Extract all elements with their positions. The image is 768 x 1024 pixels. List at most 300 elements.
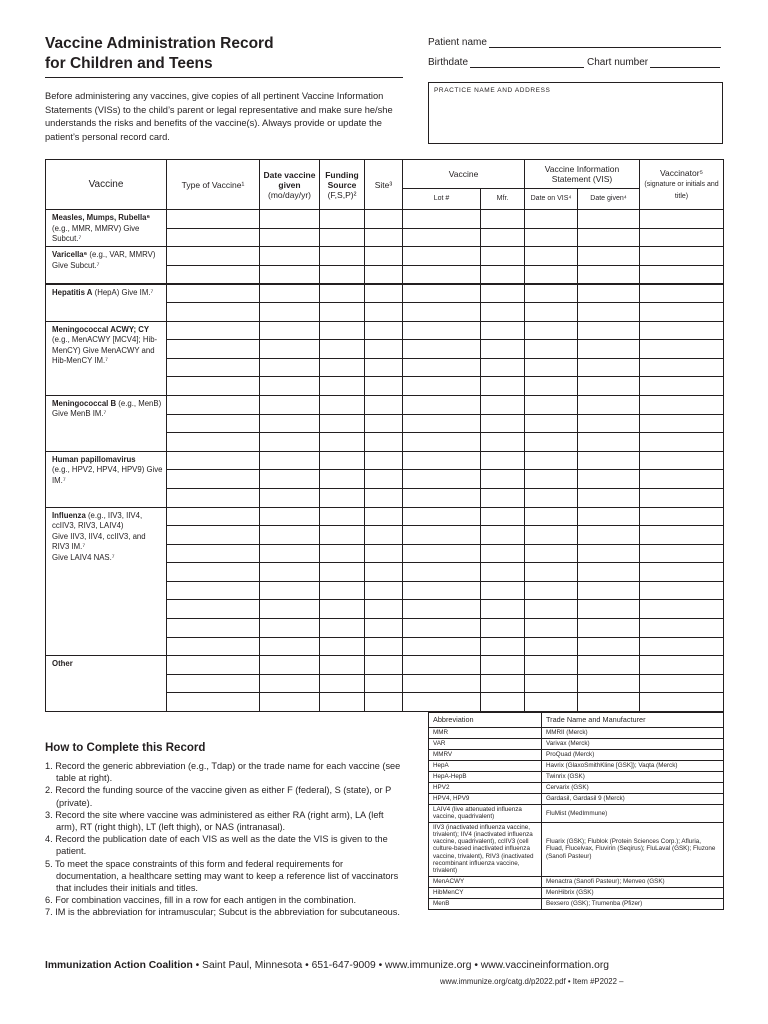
title-line-1: Vaccine Administration Record [45,35,274,52]
cell[interactable] [578,451,640,470]
table-row [429,898,724,909]
header-type: Type of Vaccine¹ [167,160,260,210]
cell[interactable] [640,395,724,414]
cell[interactable] [260,563,320,582]
cell[interactable] [365,321,403,340]
cell[interactable] [167,581,260,600]
cell[interactable] [260,265,320,284]
cell[interactable] [365,619,403,638]
cell[interactable] [320,470,365,489]
cell[interactable] [481,488,525,507]
cell[interactable] [578,302,640,321]
cell[interactable] [260,228,320,247]
cell[interactable] [640,656,724,675]
abbr-cell: HepA [429,761,542,772]
cell[interactable] [403,228,481,247]
cell[interactable] [481,600,525,619]
cell[interactable] [640,544,724,563]
vaccine-detail: (e.g., MenACWY [MCV4]; Hib-MenCY) Give MenACWY and Hib-MenCY IM.⁷ [52,335,158,366]
table-row [429,728,724,739]
cell[interactable] [167,321,260,340]
cell[interactable] [578,526,640,545]
cell[interactable] [525,470,578,489]
cell[interactable] [640,581,724,600]
cell[interactable] [403,414,481,433]
practice-address-box[interactable] [428,82,723,144]
cell[interactable] [403,637,481,656]
cell[interactable] [525,414,578,433]
cell[interactable] [578,210,640,229]
cell[interactable] [578,693,640,712]
cell[interactable] [167,674,260,693]
cell[interactable] [525,210,578,229]
birthdate-line[interactable] [470,57,584,68]
cell[interactable] [525,619,578,638]
cell[interactable] [260,526,320,545]
cell[interactable] [403,284,481,303]
trade-cell: Varivax (Merck) [542,739,724,750]
cell[interactable] [640,526,724,545]
cell[interactable] [640,228,724,247]
cell[interactable] [525,247,578,266]
cell[interactable] [167,637,260,656]
abbr-cell: LAIV4 (live attenuated influenza vaccine, quadrivalent) [429,805,542,823]
cell[interactable] [578,488,640,507]
cell[interactable] [640,284,724,303]
cell[interactable] [578,470,640,489]
header-vis-date: Date on VIS⁴ [525,189,578,210]
cell[interactable] [320,210,365,229]
intro-text: Before administering any vaccines, give copies of all pertinent Vaccine Information Statements (VISs) to the child’s parent or legal representative and make sure he/she understands the risks and benefits of the vaccine(s). Always provide or update the patient’s personal record card. [45,91,393,143]
cell[interactable] [525,377,578,396]
cell[interactable] [640,674,724,693]
cell[interactable] [403,619,481,638]
cell[interactable] [320,228,365,247]
cell[interactable] [320,581,365,600]
cell[interactable] [640,507,724,526]
cell[interactable] [260,488,320,507]
cell[interactable] [481,302,525,321]
table-row [429,887,724,898]
cell[interactable] [167,488,260,507]
table-row [429,772,724,783]
cell[interactable] [365,302,403,321]
cell[interactable] [640,302,724,321]
cell[interactable] [481,693,525,712]
cell[interactable] [365,470,403,489]
cell[interactable] [578,563,640,582]
cell[interactable] [320,619,365,638]
cell[interactable] [640,265,724,284]
cell[interactable] [365,247,403,266]
cell[interactable] [365,358,403,377]
cell[interactable] [578,228,640,247]
cell[interactable] [320,302,365,321]
cell[interactable] [320,674,365,693]
chart-number-label: Chart number [587,57,649,68]
cell[interactable] [578,674,640,693]
cell[interactable] [578,358,640,377]
cell[interactable] [481,377,525,396]
cell[interactable] [578,395,640,414]
cell[interactable] [525,526,578,545]
abbr-cell: HepA-HepB [429,772,542,783]
cell[interactable] [525,507,578,526]
cell[interactable] [320,656,365,675]
cell[interactable] [403,693,481,712]
cell[interactable] [525,302,578,321]
cell[interactable] [481,358,525,377]
cell[interactable] [640,358,724,377]
cell[interactable] [481,544,525,563]
cell[interactable] [260,414,320,433]
cell[interactable] [481,340,525,359]
table-row [429,750,724,761]
header-lot: Lot # [403,189,481,210]
cell[interactable] [365,544,403,563]
cell[interactable] [365,284,403,303]
cell[interactable] [525,488,578,507]
cell[interactable] [481,395,525,414]
cell[interactable] [481,581,525,600]
cell[interactable] [403,265,481,284]
cell[interactable] [403,600,481,619]
abbr-cell: VAR [429,739,542,750]
cell[interactable] [640,693,724,712]
header-funding-label: Funding Source [325,169,359,190]
cell[interactable] [403,377,481,396]
cell[interactable] [260,321,320,340]
cell[interactable] [260,470,320,489]
cell[interactable] [167,451,260,470]
cell[interactable] [525,600,578,619]
cell[interactable] [167,284,260,303]
cell[interactable] [525,544,578,563]
cell[interactable] [640,619,724,638]
cell[interactable] [167,619,260,638]
cell[interactable] [481,210,525,229]
cell[interactable] [481,284,525,303]
vaccine-detail-im: Give IIV3, IIV4, ccIIV3, and RIV3 IM.⁷ [52,531,146,551]
cell[interactable] [365,507,403,526]
cell[interactable] [365,210,403,229]
cell[interactable] [525,228,578,247]
cell[interactable] [403,563,481,582]
cell[interactable] [525,433,578,452]
abbr-cell: HPV2 [429,783,542,794]
cell[interactable] [167,600,260,619]
vaccine-title: Other [52,659,73,669]
cell[interactable] [365,656,403,675]
cell[interactable] [525,451,578,470]
cell[interactable] [365,637,403,656]
vaccine-title: Human papillomavirus [52,454,136,464]
cell[interactable] [481,563,525,582]
cell[interactable] [365,265,403,284]
cell[interactable] [320,247,365,266]
cell[interactable] [578,321,640,340]
cell[interactable] [403,210,481,229]
cell[interactable] [403,321,481,340]
cell[interactable] [260,340,320,359]
cell[interactable] [260,581,320,600]
vaccine-name-other [46,656,167,712]
cell[interactable] [640,451,724,470]
footer-item: www.immunize.org/catg.d/p2022.pdf • Item #P2022 – [440,977,624,986]
cell[interactable] [167,395,260,414]
cell[interactable] [320,321,365,340]
cell[interactable] [403,340,481,359]
cell[interactable] [320,340,365,359]
cell[interactable] [578,247,640,266]
cell[interactable] [481,526,525,545]
cell[interactable] [578,265,640,284]
footer-contact-details: • Saint Paul, Minnesota • 651-647-9009 • www.immunize.org • www.vaccineinformation.org [192,960,609,971]
cell[interactable] [167,358,260,377]
trade-cell: Havrix (GlaxoSmithKline [GSK]); Vaqta (Merck) [542,761,724,772]
cell[interactable] [578,544,640,563]
cell[interactable] [578,433,640,452]
vaccine-name-varicella [46,247,167,284]
vaccine-title: Varicella⁶ [52,250,88,260]
cell[interactable] [320,526,365,545]
cell[interactable] [260,284,320,303]
cell[interactable] [365,563,403,582]
cell[interactable] [640,377,724,396]
cell[interactable] [167,302,260,321]
cell[interactable] [578,600,640,619]
trade-cell: Gardasil, Gardasil 9 (Merck) [542,794,724,805]
cell[interactable] [403,544,481,563]
cell[interactable] [320,507,365,526]
cell[interactable] [578,507,640,526]
cell[interactable] [578,340,640,359]
cell[interactable] [403,358,481,377]
cell[interactable] [365,693,403,712]
cell[interactable] [167,526,260,545]
cell[interactable] [167,377,260,396]
cell[interactable] [365,377,403,396]
cell[interactable] [365,395,403,414]
cell[interactable] [260,451,320,470]
cell[interactable] [640,433,724,452]
cell[interactable] [403,451,481,470]
cell[interactable] [481,451,525,470]
patient-name-line[interactable] [489,37,721,48]
cell[interactable] [525,674,578,693]
cell[interactable] [320,451,365,470]
vaccine-name-menacwy [46,321,167,395]
cell[interactable] [403,526,481,545]
cell[interactable] [167,656,260,675]
cell[interactable] [525,284,578,303]
cell[interactable] [640,247,724,266]
cell[interactable] [481,247,525,266]
cell[interactable] [578,656,640,675]
cell[interactable] [481,470,525,489]
cell[interactable] [525,693,578,712]
cell[interactable] [525,395,578,414]
cell[interactable] [167,507,260,526]
howto-title: How to Complete this Record [45,742,206,754]
trade-cell: FluMist (MedImmune) [542,805,724,823]
cell[interactable] [640,563,724,582]
cell[interactable] [320,637,365,656]
cell[interactable] [403,674,481,693]
cell[interactable] [365,600,403,619]
cell[interactable] [167,265,260,284]
cell[interactable] [167,228,260,247]
table-row [46,507,724,526]
cell[interactable] [260,693,320,712]
cell[interactable] [320,284,365,303]
cell[interactable] [403,302,481,321]
cell[interactable] [403,433,481,452]
cell[interactable] [320,544,365,563]
cell[interactable] [365,526,403,545]
cell[interactable] [525,340,578,359]
cell[interactable] [481,619,525,638]
cell[interactable] [320,414,365,433]
trade-cell: MMRII (Merck) [542,728,724,739]
vaccine-detail: (HepA) Give IM.⁷ [92,287,154,297]
cell[interactable] [481,228,525,247]
cell[interactable] [640,340,724,359]
table-row [46,247,724,266]
cell[interactable] [640,321,724,340]
cell[interactable] [320,377,365,396]
header-vaccinator [640,160,724,210]
cell[interactable] [320,395,365,414]
cell[interactable] [260,544,320,563]
header-vaccinator-note: (signature or initials and title) [644,180,719,200]
cell[interactable] [481,507,525,526]
cell[interactable] [365,488,403,507]
cell[interactable] [260,656,320,675]
cell[interactable] [167,414,260,433]
cell[interactable] [525,637,578,656]
table-row [429,739,724,750]
cell[interactable] [640,414,724,433]
vaccine-name-menb [46,395,167,451]
cell[interactable] [481,321,525,340]
cell[interactable] [525,581,578,600]
cell[interactable] [640,600,724,619]
cell[interactable] [167,693,260,712]
cell[interactable] [260,674,320,693]
cell[interactable] [260,358,320,377]
cell[interactable] [525,563,578,582]
cell[interactable] [320,265,365,284]
cell[interactable] [320,600,365,619]
header-site: Site³ [365,160,403,210]
cell[interactable] [365,340,403,359]
howto-list [45,760,405,919]
cell[interactable] [260,637,320,656]
cell[interactable] [578,414,640,433]
cell[interactable] [167,340,260,359]
cell[interactable] [578,284,640,303]
cell[interactable] [260,247,320,266]
cell[interactable] [167,563,260,582]
chart-number-line[interactable] [650,57,720,68]
cell[interactable] [481,414,525,433]
cell[interactable] [640,488,724,507]
form-title [45,34,385,74]
cell[interactable] [320,693,365,712]
cell[interactable] [525,656,578,675]
cell[interactable] [640,210,724,229]
cell[interactable] [640,637,724,656]
cell[interactable] [481,265,525,284]
cell[interactable] [167,470,260,489]
cell[interactable] [403,656,481,675]
cell[interactable] [365,581,403,600]
vaccine-record-table [45,159,724,712]
cell[interactable] [167,433,260,452]
vaccine-name-influenza [46,507,167,656]
header-vis-group: Vaccine Information Statement (VIS) [525,160,640,189]
cell[interactable] [365,674,403,693]
cell[interactable] [365,451,403,470]
cell[interactable] [481,637,525,656]
cell[interactable] [260,433,320,452]
cell[interactable] [525,358,578,377]
cell[interactable] [578,637,640,656]
cell[interactable] [525,321,578,340]
cell[interactable] [167,210,260,229]
birthdate-field[interactable] [428,57,584,68]
cell[interactable] [578,581,640,600]
cell[interactable] [260,600,320,619]
cell[interactable] [481,674,525,693]
cell[interactable] [403,395,481,414]
cell[interactable] [260,395,320,414]
cell[interactable] [403,581,481,600]
cell[interactable] [481,433,525,452]
cell[interactable] [365,414,403,433]
cell[interactable] [167,247,260,266]
cell[interactable] [578,377,640,396]
cell[interactable] [578,619,640,638]
vaccine-title: Influenza [52,510,86,520]
table-row [46,321,724,340]
cell[interactable] [365,433,403,452]
cell[interactable] [403,488,481,507]
cell[interactable] [260,377,320,396]
cell[interactable] [365,228,403,247]
cell[interactable] [320,563,365,582]
cell[interactable] [640,470,724,489]
trade-cell: MenHibrix (GSK) [542,887,724,898]
cell[interactable] [481,656,525,675]
cell[interactable] [403,470,481,489]
cell[interactable] [260,302,320,321]
cell[interactable] [403,247,481,266]
cell[interactable] [320,358,365,377]
cell[interactable] [260,619,320,638]
cell[interactable] [260,210,320,229]
patient-name-field[interactable] [428,37,721,48]
cell[interactable] [320,488,365,507]
cell[interactable] [320,433,365,452]
chart-number-field[interactable] [587,57,720,68]
cell[interactable] [167,544,260,563]
cell[interactable] [403,507,481,526]
trade-cell: Cervarix (GSK) [542,783,724,794]
cell[interactable] [525,265,578,284]
cell[interactable] [260,507,320,526]
